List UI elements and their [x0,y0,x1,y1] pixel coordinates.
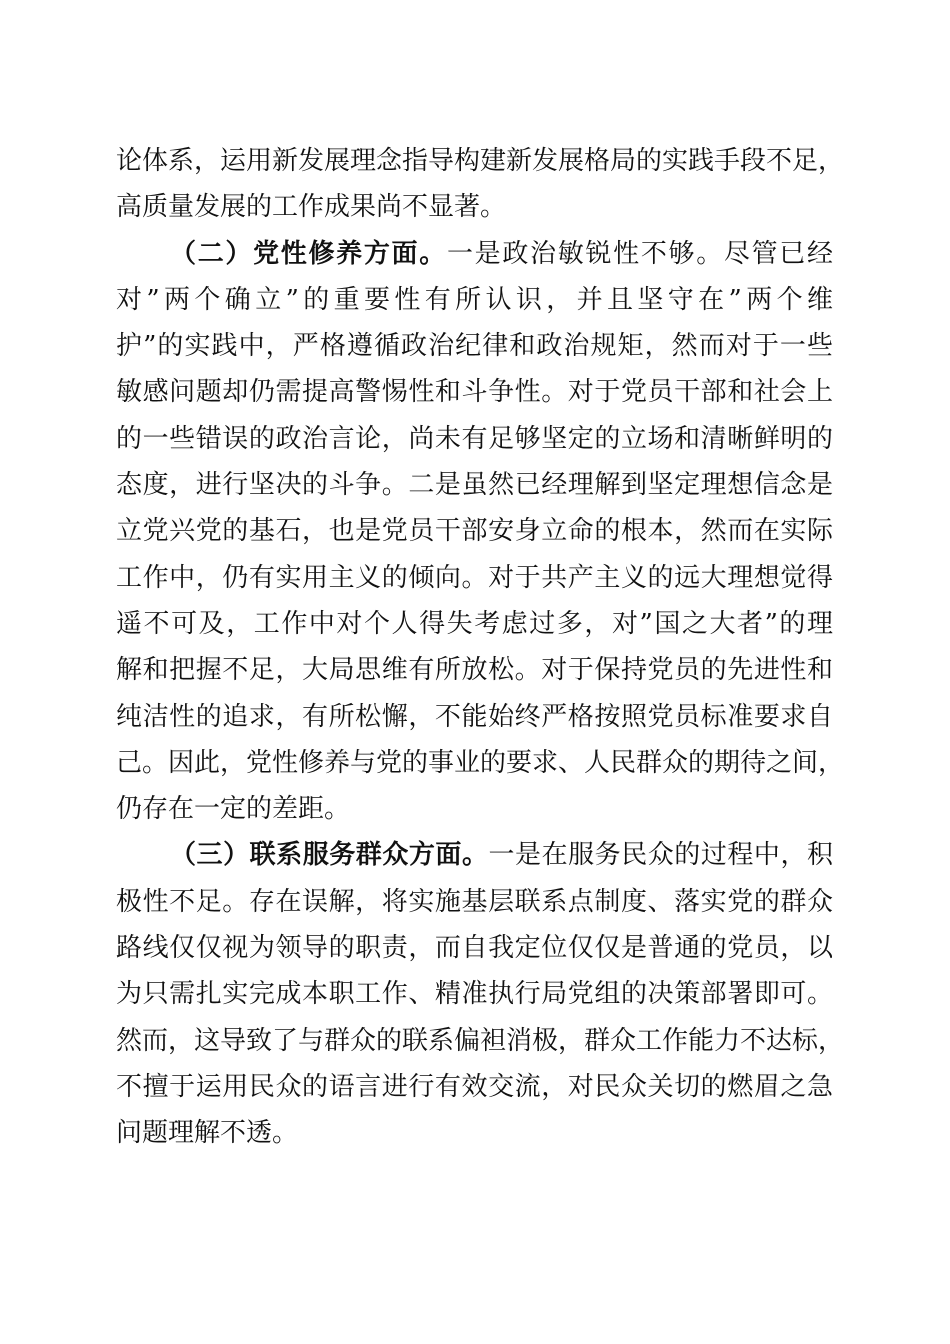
paragraph-3-line-2: 极性不足。存在误解，将实施基层联系点制度、落实党的群众 [116,886,833,917]
paragraph-2-line-9: 遥不可及，工作中对个人得失考虑过多，对”国之大者”的理 [116,608,833,639]
paragraph-3-line-7: 问题理解不透。 [116,1118,299,1149]
paragraph-2-line-3: 护”的实践中，严格遵循政治纪律和政治规矩，然而对于一些 [116,331,833,362]
paragraph-2-line-5: 的一些错误的政治言论，尚未有足够坚定的立场和清晰鲜明的 [116,423,833,454]
document-page [116,138,845,1157]
paragraph-1-line-2: 高质量发展的工作成果尚不显著。 [116,192,507,223]
paragraph-3-line-3: 路线仅仅视为领导的职责，而自我定位仅仅是普通的党员，以 [116,933,833,964]
paragraph-2 [116,231,845,833]
paragraph-2-line-13: 仍存在一定的差距。 [116,794,351,825]
paragraph-1 [116,138,845,231]
paragraph-2-line-1 [116,231,833,277]
paragraph-2-line-6: 态度，进行坚决的斗争。二是虽然已经理解到坚定理想信念是 [116,470,833,501]
paragraph-3-line-1 [116,832,833,878]
paragraph-2-line-10: 解和把握不足，大局思维有所放松。对于保持党员的先进性和 [116,655,833,686]
paragraph-3-line-1-text: 一是在服务民众的过程中，积 [488,840,833,871]
paragraph-2-line-12: 己。因此，党性修养与党的事业的要求、人民群众的期待之间， [116,747,845,778]
section-heading-mass-service: （三）联系服务群众方面。 [170,840,489,871]
paragraph-3-line-5: 然而，这导致了与群众的联系偏袒消极，群众工作能力不达标， [116,1025,845,1056]
paragraph-2-line-1-text: 一是政治敏锐性不够。尽管已经 [446,238,833,269]
paragraph-3-line-6: 不擅于运用民众的语言进行有效交流，对民众关切的燃眉之急 [116,1071,833,1102]
paragraph-2-line-4: 敏感问题却仍需提高警惕性和斗争性。对于党员干部和社会上 [116,377,833,408]
paragraph-1-line-1: 论体系，运用新发展理念指导构建新发展格局的实践手段不足， [116,146,845,176]
paragraph-3-line-4: 为只需扎实完成本职工作、精准执行局党组的决策部署即可。 [116,979,833,1010]
paragraph-2-line-7: 立党兴党的基石，也是党员干部安身立命的根本，然而在实际 [116,516,833,547]
paragraph-2-line-11: 纯洁性的追求，有所松懈，不能始终严格按照党员标准要求自 [116,701,833,732]
paragraph-2-line-8: 工作中，仍有实用主义的倾向。对于共产主义的远大理想觉得 [116,562,833,593]
paragraph-3 [116,832,845,1156]
section-heading-party-spirit: （二）党性修养方面。 [170,238,447,269]
paragraph-2-line-2: 对”两个确立”的重要性有所认识，并且坚守在”两个维 [116,284,833,315]
